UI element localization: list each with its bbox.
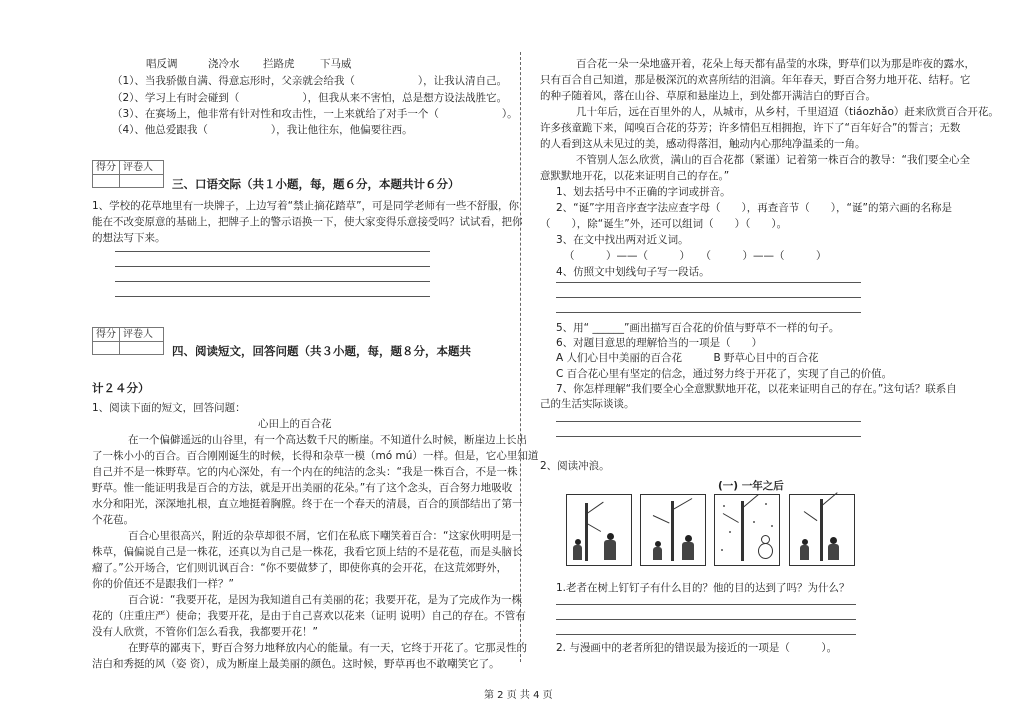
score-box-section3 [92,160,164,188]
text-line: 百合花一朵一朵地盛开着，花朵上每天都有晶莹的水珠，野草们以为那是昨夜的露水， [576,58,975,70]
text-line: 你的价值还不是跟我们一样？” [92,578,234,590]
text-line: （ ），除“诞生”外，还可以组词（ ）（ ）。 [540,218,788,230]
fill-item-2: （2）、学习上有时会碰到（ ），但我从来不害怕，总是想方设法战胜它。 [112,92,508,104]
q1-intro: 1、阅读下面的短文，回答问题： [92,402,246,414]
idiom-2: 浇冷水 [208,58,240,70]
text-line: 的人看到这从未见过的美，感动得落泪，触动内心那纯净温柔的一角。 [540,138,866,150]
comic-title: (一) 一年之后 [718,480,784,492]
q5: 5、用“ ______”画出描写百合花的价值与野草不一样的句子。 [556,322,840,334]
text-line: 瘤了。”公开场合，它们则讥讽百合：“你不要做梦了，即使你真的会开花，在这荒郊野外， [92,562,508,574]
q6: 6、对题目意思的理解恰当的一项是（ ） [556,337,763,349]
answer-line[interactable] [556,297,861,298]
section3-line-2: 能在不改变原意的基础上，把牌子上的警示语换一下，使大家变得乐意接受吗？试试看，把你 [92,216,523,228]
score-box-section4 [92,327,164,355]
section3-line-1: 1、学校的花草地里有一块牌子，上边写着“禁止摘花踏草”，可是同学老师有一些不舒服，你 [92,200,520,212]
column-divider [520,52,521,662]
answer-line[interactable] [556,604,856,605]
text-line: 没有人欣赏，不管你们怎么看我，我都要开花！” [92,626,318,638]
text-line: 4、仿照文中划线句子写一段话。 [556,266,710,278]
answer-line[interactable] [556,634,856,635]
text-line: 野草。惟一能证明我是百合的方法，就是开出美丽的花朵。”有了这个念头，百合努力地吸收 [92,482,513,494]
text-line: 1、划去括号中不正确的字词或拼音。 [556,186,731,198]
text-line: 洁白和秀挺的风（姿 资），成为断崖上最美丽的颜色。这时候，野草再也不敢嘲笑它了。 [92,658,500,670]
comic-panel-4 [789,494,855,566]
text-line: 只有百合自己知道，那是极深沉的欢喜所结的泪滴。年年春天，野百合努力地开花、结籽。它 [540,74,971,86]
answer-line[interactable] [556,312,861,313]
text-line: 几十年后，远在百里外的人，从城市，从乡村，千里迢迢（tiáozhǎo）赶来欣赏百合开花。 [576,106,999,118]
grader-label: 评卷人 [123,329,153,340]
score-label: 得分 [96,162,116,173]
text-line: 花的（庄重庄严）使命；我要开花，是由于自己喜欢以花来（证明 说明）自己的存在。不管有 [92,610,526,622]
text-line: 3、在文中找出两对近义词。 [556,234,689,246]
q7-line-2: 己的生活实际谈谈。 [540,398,635,410]
section4-title: 四、阅读短文，回答问题（共３小题，每，题８分，本题共 [172,344,471,358]
q7-line-1: 7、你怎样理解“我们要全心全意默默地开花，以花来证明自己的存在。”这句话？联系自 [556,383,957,395]
fill-item-4: （4）、他总爱跟我（ ），我让他往东，他偏要往西。 [112,124,413,136]
answer-line[interactable] [115,281,430,282]
score-label: 得分 [96,329,116,340]
q6-option-ab: A 人们心目中美丽的百合花 B 野草心目中的百合花 [556,352,819,364]
text-line: （ ）——（ ） （ ）——（ ） [564,250,827,262]
text-line: 不管别人怎么欣赏，满山的百合花都（紧谨）记着第一株百合的教导：“我们要全心全 [576,154,970,166]
text-line: 许多孩童跪下来，闻嗅百合花的芬芳；许多情侣互相拥抱，许下了“百年好合”的誓言；无数 [540,122,961,134]
answer-line[interactable] [115,251,430,252]
text-line: 个花苞。 [92,514,134,526]
text-line: 的种子随着风，落在山谷、草原和悬崖边上，到处都开满洁白的野百合。 [540,90,876,102]
answer-line[interactable] [556,421,861,422]
answer-line[interactable] [556,436,861,437]
story-title: 心田上的百合花 [258,418,332,430]
comic-panel-2 [640,494,706,566]
text-line: 了一株小小的百合。百合刚刚诞生的时候，长得和杂草一模（mó mú）一样。但是，它心里知道 [92,450,539,462]
section3-line-3: 的想法写下来。 [92,232,166,244]
text-line: 百合说：“我要开花，是因为我知道自己有美丽的花；我要开花，是为了完成作为一株 [128,594,522,606]
idiom-3: 拦路虎 [263,58,295,70]
text-line: 株草，偏偏说自己是一株花，还真以为自己是一株花，我看它顶上结的不是花苞，而是头脑长 [92,546,523,558]
answer-line[interactable] [556,619,856,620]
text-line: 2、“诞”字用音序查字法应查字母（ ），再查音节（ ），“诞”的第六画的名称是 [556,202,952,214]
text-line: 水分和阳光，深深地扎根，直立地挺着胸膛。终于在一个春天的清晨，百合的顶部结出了第一 [92,498,523,510]
q2-intro: 2、阅读冲浪。 [540,460,610,472]
comic-q1: 1.老者在树上钉钉子有什么目的？他的目的达到了吗？为什么？ [556,582,850,594]
answer-line[interactable] [115,296,430,297]
comic-q2: 2. 与漫画中的老者所犯的错误最为接近的一项是（ ）。 [556,642,838,654]
q6-option-c: C 百合花心里有坚定的信念，通过努力终于开花了，实现了自己的价值。 [556,368,893,380]
text-line: 意默默地开花，以花来证明自己的存在。” [540,170,730,182]
fill-item-1: （1）、当我骄傲自满、得意忘形时，父亲就会给我（ ），让我认清自己。 [112,75,508,87]
page-footer: 第 2 页 共 4 页 [484,690,553,701]
idiom-4: 下马威 [320,58,352,70]
comic-panel-3 [714,494,780,566]
section3-title: 三、口语交际（共１小题，每，题６分，本题共计６分） [172,177,460,191]
answer-line[interactable] [556,282,861,283]
text-line: 在野草的鄙夷下，野百合努力地释放内心的能量。有一天，它终于开花了。它那灵性的 [128,642,527,654]
text-line: 百合心里很高兴，附近的杂草却很不屑，它们在私底下嘲笑着百合：“这家伙明明是一 [128,530,522,542]
text-line: 自己并不是一株野草。它的内心深处，有一个内在的纯洁的念头：“我是一株百合，不是一株 [92,466,518,478]
text-line: 在一个偏僻遥远的山谷里，有一个高达数千尺的断崖。不知道什么时候，断崖边上长出 [128,434,527,446]
fill-item-3: （3）、在赛场上，他非常有针对性和攻击性，一上来就给了对手一个（ ）。 [112,108,518,120]
answer-line[interactable] [115,266,430,267]
comic-panel-1 [566,494,632,566]
section4-title-cont: 计２４分） [92,381,150,395]
grader-label: 评卷人 [123,162,153,173]
idiom-1: 唱反调 [146,58,178,70]
